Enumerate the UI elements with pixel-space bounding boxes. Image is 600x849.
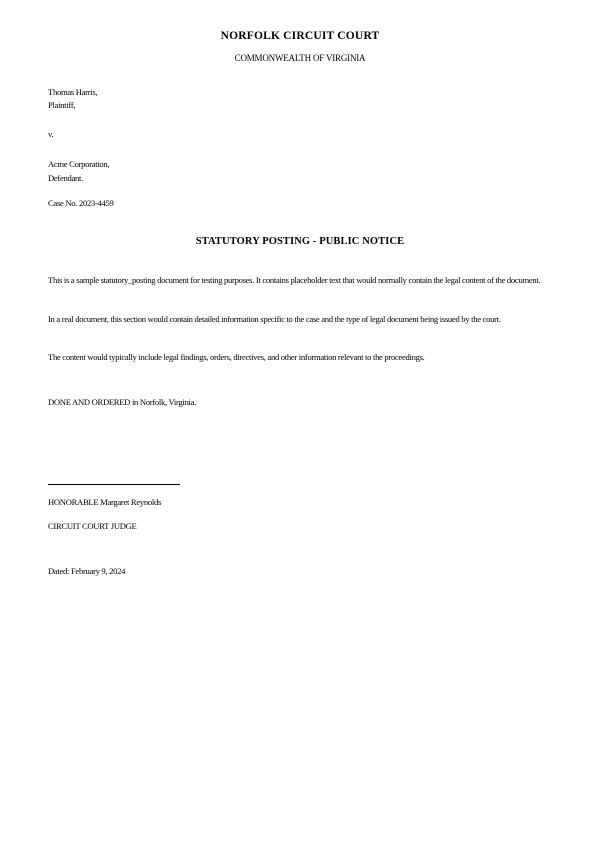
signature-line (48, 484, 180, 485)
plaintiff-name: Thomas Harris, (48, 87, 98, 97)
defendant-role: Defendant. (48, 173, 83, 183)
done-and-ordered: DONE AND ORDERED in Norfolk, Virginia. (48, 397, 196, 407)
court-name: NORFOLK CIRCUIT COURT (220, 30, 380, 42)
judge-name: HONORABLE Margaret Reynolds (48, 497, 161, 507)
case-number: Case No. 2023-4459 (48, 198, 114, 208)
body-paragraph-2: In a real document, this section would contain detailed information specific to the case and the type of legal document being issued by the court. (48, 314, 501, 324)
body-paragraph-3: The content would typically include legal findings, orders, directives, and other information relevant to the proceedings. (48, 352, 425, 362)
plaintiff-role: Plaintiff, (48, 100, 76, 110)
dated-line: Dated: February 9, 2024 (48, 566, 126, 576)
judge-title: CIRCUIT COURT JUDGE (48, 521, 137, 531)
body-paragraph-1: This is a sample statutory_posting document for testing purposes. It contains placeholder text that would normally contain the legal content of the document. (48, 275, 541, 285)
defendant-name: Acme Corporation, (48, 159, 110, 169)
jurisdiction: COMMONWEALTH OF VIRGINIA (234, 53, 366, 63)
document-title: STATUTORY POSTING - PUBLIC NOTICE (195, 236, 405, 247)
versus: v. (48, 129, 54, 139)
